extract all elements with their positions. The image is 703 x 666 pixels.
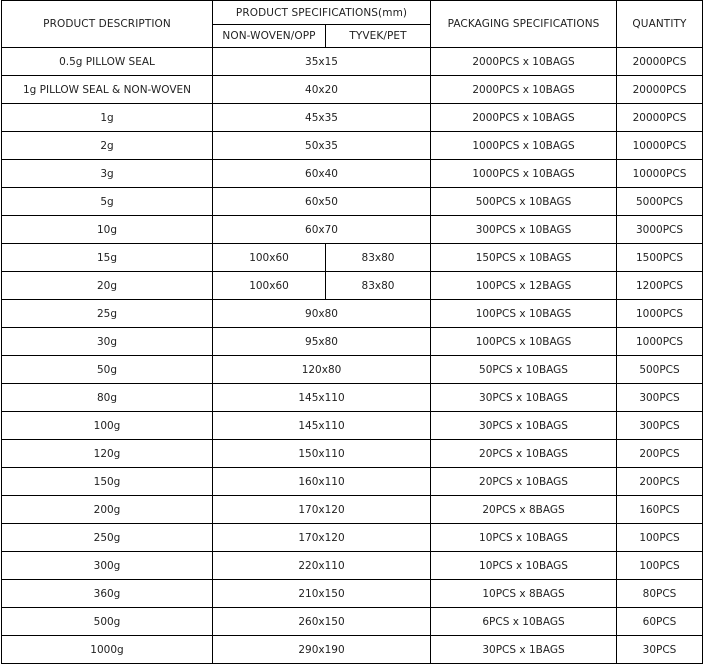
cell-quantity: 80PCS [617,580,703,608]
cell-quantity: 500PCS [617,356,703,384]
cell-spec-non-woven-opp: 100x60 [213,244,326,272]
cell-product-specification: 120x80 [213,356,431,384]
table-row [2,160,703,188]
cell-quantity: 30PCS [617,636,703,664]
cell-product-description: 1000g [2,636,213,664]
table-row [2,524,703,552]
cell-product-specification: 95x80 [213,328,431,356]
cell-product-specification: 170x120 [213,496,431,524]
cell-product-specification: 210x150 [213,580,431,608]
cell-product-specification: 60x40 [213,160,431,188]
cell-product-specification: 60x70 [213,216,431,244]
cell-product-specification: 90x80 [213,300,431,328]
table-row [2,272,703,300]
cell-product-description: 3g [2,160,213,188]
cell-packaging-specification: 20PCS x 10BAGS [431,468,617,496]
header-product-specifications: PRODUCT SPECIFICATIONS(mm) [213,1,431,25]
cell-quantity: 20000PCS [617,104,703,132]
table-row [2,48,703,76]
cell-packaging-specification: 1000PCS x 10BAGS [431,132,617,160]
table-row [2,496,703,524]
cell-packaging-specification: 2000PCS x 10BAGS [431,76,617,104]
header-quantity: QUANTITY [617,1,703,48]
cell-product-description: 2g [2,132,213,160]
cell-product-specification: 150x110 [213,440,431,468]
cell-quantity: 300PCS [617,384,703,412]
cell-packaging-specification: 2000PCS x 10BAGS [431,104,617,132]
cell-packaging-specification: 6PCS x 10BAGS [431,608,617,636]
table-row [2,328,703,356]
cell-product-description: 80g [2,384,213,412]
cell-packaging-specification: 30PCS x 1BAGS [431,636,617,664]
header-product-description: PRODUCT DESCRIPTION [2,1,213,48]
cell-product-specification: 60x50 [213,188,431,216]
cell-product-description: 1g PILLOW SEAL & NON-WOVEN [2,76,213,104]
cell-product-description: 5g [2,188,213,216]
cell-quantity: 300PCS [617,412,703,440]
cell-packaging-specification: 1000PCS x 10BAGS [431,160,617,188]
cell-quantity: 10000PCS [617,132,703,160]
cell-product-specification: 145x110 [213,384,431,412]
table-row [2,440,703,468]
cell-quantity: 1000PCS [617,328,703,356]
table-row [2,412,703,440]
cell-product-specification: 290x190 [213,636,431,664]
cell-spec-tyvek-pet: 83x80 [326,272,431,300]
cell-product-description: 0.5g PILLOW SEAL [2,48,213,76]
cell-product-specification: 160x110 [213,468,431,496]
table-row [2,580,703,608]
table-row [2,356,703,384]
cell-product-description: 100g [2,412,213,440]
cell-quantity: 5000PCS [617,188,703,216]
table-row [2,216,703,244]
cell-quantity: 160PCS [617,496,703,524]
cell-product-description: 15g [2,244,213,272]
cell-product-specification: 145x110 [213,412,431,440]
product-spec-table [1,0,703,664]
cell-quantity: 10000PCS [617,160,703,188]
cell-product-description: 200g [2,496,213,524]
cell-packaging-specification: 100PCS x 12BAGS [431,272,617,300]
cell-product-specification: 260x150 [213,608,431,636]
cell-packaging-specification: 20PCS x 8BAGS [431,496,617,524]
cell-quantity: 100PCS [617,552,703,580]
table-header [2,1,703,48]
table-row [2,300,703,328]
cell-quantity: 3000PCS [617,216,703,244]
table-row [2,552,703,580]
cell-packaging-specification: 500PCS x 10BAGS [431,188,617,216]
cell-product-description: 30g [2,328,213,356]
cell-product-specification: 170x120 [213,524,431,552]
cell-quantity: 60PCS [617,608,703,636]
table-body [2,48,703,664]
header-row [2,1,703,25]
cell-quantity: 20000PCS [617,48,703,76]
cell-packaging-specification: 100PCS x 10BAGS [431,300,617,328]
cell-packaging-specification: 30PCS x 10BAGS [431,412,617,440]
cell-spec-non-woven-opp: 100x60 [213,272,326,300]
cell-quantity: 1000PCS [617,300,703,328]
cell-packaging-specification: 10PCS x 10BAGS [431,552,617,580]
cell-packaging-specification: 50PCS x 10BAGS [431,356,617,384]
table-row [2,188,703,216]
cell-product-description: 250g [2,524,213,552]
cell-product-description: 25g [2,300,213,328]
table-row [2,608,703,636]
cell-product-specification: 45x35 [213,104,431,132]
cell-quantity: 200PCS [617,440,703,468]
table-row [2,384,703,412]
cell-quantity: 1500PCS [617,244,703,272]
cell-product-specification: 40x20 [213,76,431,104]
cell-product-description: 10g [2,216,213,244]
table-row [2,468,703,496]
subheader-non-woven-opp: NON-WOVEN/OPP [213,25,326,48]
cell-spec-tyvek-pet: 83x80 [326,244,431,272]
cell-packaging-specification: 10PCS x 10BAGS [431,524,617,552]
cell-product-description: 50g [2,356,213,384]
cell-quantity: 100PCS [617,524,703,552]
cell-quantity: 1200PCS [617,272,703,300]
subheader-tyvek-pet: TYVEK/PET [326,25,431,48]
cell-product-description: 500g [2,608,213,636]
cell-packaging-specification: 20PCS x 10BAGS [431,440,617,468]
table-row [2,636,703,664]
table-row [2,104,703,132]
cell-packaging-specification: 30PCS x 10BAGS [431,384,617,412]
cell-packaging-specification: 100PCS x 10BAGS [431,328,617,356]
table-row [2,132,703,160]
table-row [2,76,703,104]
table-row [2,244,703,272]
cell-product-description: 1g [2,104,213,132]
cell-product-specification: 50x35 [213,132,431,160]
cell-product-description: 150g [2,468,213,496]
cell-product-description: 300g [2,552,213,580]
cell-quantity: 20000PCS [617,76,703,104]
cell-packaging-specification: 150PCS x 10BAGS [431,244,617,272]
cell-quantity: 200PCS [617,468,703,496]
cell-product-description: 360g [2,580,213,608]
cell-packaging-specification: 10PCS x 8BAGS [431,580,617,608]
cell-product-description: 20g [2,272,213,300]
cell-product-description: 120g [2,440,213,468]
cell-product-specification: 220x110 [213,552,431,580]
header-packaging-specifications: PACKAGING SPECIFICATIONS [431,1,617,48]
cell-product-specification: 35x15 [213,48,431,76]
cell-packaging-specification: 2000PCS x 10BAGS [431,48,617,76]
cell-packaging-specification: 300PCS x 10BAGS [431,216,617,244]
